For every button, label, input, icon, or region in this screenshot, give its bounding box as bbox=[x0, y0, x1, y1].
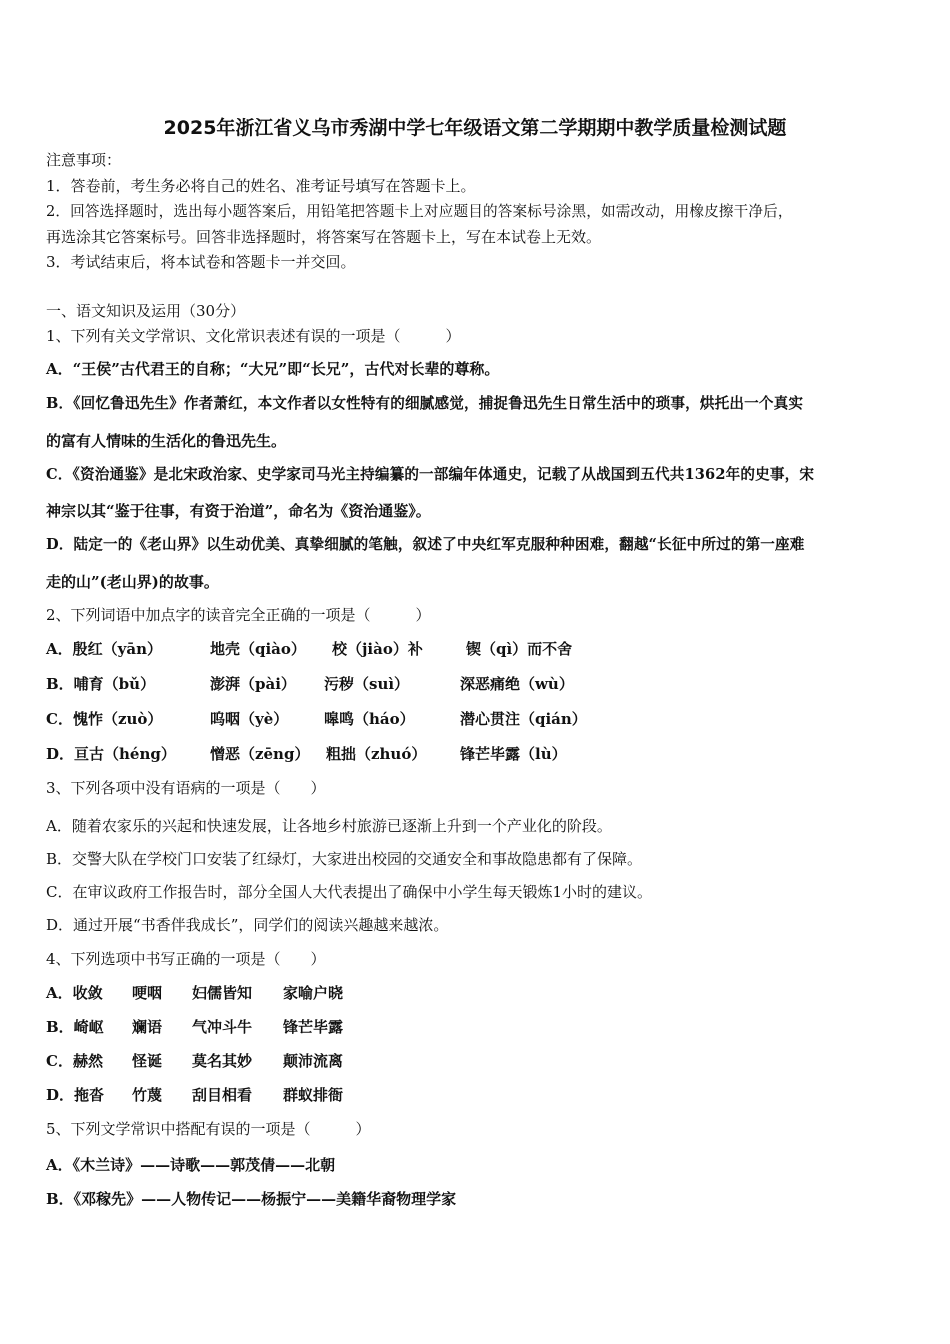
option-word: 颠沛流离 bbox=[283, 1052, 344, 1070]
notice-item: 2．回答选择题时，选出每小题答案后，用铅笔把答题卡上对应题目的答案标号涂黑，如需改动，用橡皮擦干净后， bbox=[46, 203, 793, 220]
option-word: 嗥鸣（háo） bbox=[324, 710, 415, 728]
option-word: 斓语 bbox=[132, 1018, 163, 1036]
option-word: B．哺育（bǔ） bbox=[46, 675, 156, 693]
option-word: 潜心贯注（qián） bbox=[460, 710, 587, 728]
section-heading: 一、语文知识及运用（30分） bbox=[46, 302, 246, 320]
question-1-option-b-cont: 的富有人情味的生活化的鲁迅先生。 bbox=[46, 432, 287, 450]
page-title: 2025年浙江省义乌市秀湖中学七年级语文第二学期期中教学质量检测试题 bbox=[163, 117, 787, 139]
option-word: C．愧怍（zuò） bbox=[46, 710, 163, 728]
question-1-option-b: B．《回忆鲁迅先生》作者萧红，本文作者以女性特有的细腻感觉，捕捉鲁迅先生日常生活中的琐事，烘托出一个真实 bbox=[46, 395, 804, 412]
question-5-stem: 5、下列文学常识中搭配有误的一项是（ ） bbox=[46, 1120, 371, 1138]
option-word: 竹蔑 bbox=[132, 1086, 163, 1104]
option-word: 锋芒毕露 bbox=[283, 1018, 344, 1036]
option-word: 妇儒皆知 bbox=[192, 984, 253, 1002]
option-word: 深恶痛绝（wù） bbox=[460, 675, 574, 693]
option-word: 气冲斗牛 bbox=[192, 1018, 253, 1036]
question-4-stem: 4、下列选项中书写正确的一项是（ ） bbox=[46, 950, 326, 968]
option-word: 污秽（suì） bbox=[324, 675, 410, 693]
option-word: B．崎岖 bbox=[46, 1018, 104, 1036]
option-word: 锋芒毕露（lù） bbox=[460, 745, 567, 763]
option-word: 地壳（qiào） bbox=[210, 640, 306, 658]
question-5-option-b: B．《邓稼先》——人物传记——杨振宁——美籍华裔物理学家 bbox=[46, 1190, 457, 1208]
notice-heading: 注意事项： bbox=[46, 151, 122, 169]
question-3-option-a: A．随着农家乐的兴起和快速发展，让各地乡村旅游已逐渐上升到一个产业化的阶段。 bbox=[46, 817, 612, 835]
option-word: D．拖沓 bbox=[46, 1086, 105, 1104]
option-word: 呜咽（yè） bbox=[210, 710, 289, 728]
option-word: 锲（qì）而不舍 bbox=[466, 640, 573, 658]
question-5-option-a: A．《木兰诗》——诗歌——郭茂倩——北朝 bbox=[46, 1156, 336, 1174]
question-1-option-a: A．“王侯”古代君王的自称；“大兄”即“长兄”，古代对长辈的尊称。 bbox=[46, 360, 500, 378]
option-word: C．赫然 bbox=[46, 1052, 103, 1070]
option-word: 憎恶（zēng） bbox=[210, 745, 310, 763]
question-2-stem: 2、下列词语中加点字的读音完全正确的一项是（ ） bbox=[46, 606, 431, 624]
question-3-option-d: D．通过开展“书香伴我成长”，同学们的阅读兴趣越来越浓。 bbox=[46, 916, 449, 934]
option-word: 澎湃（pài） bbox=[210, 675, 296, 693]
question-1-option-d: D．陆定一的《老山界》以生动优美、真挚细腻的笔触，叙述了中央红军克服种种困难，翻越“长征中所过的第一座难 bbox=[46, 536, 805, 553]
option-word: 刮目相看 bbox=[192, 1086, 253, 1104]
option-word: 家喻户晓 bbox=[283, 984, 344, 1002]
option-word: A．殷红（yān） bbox=[46, 640, 162, 658]
option-word: 哽咽 bbox=[132, 984, 163, 1002]
question-1-option-d-cont: 走的山”(老山界)的故事。 bbox=[46, 573, 219, 591]
option-word: 群蚁排衙 bbox=[283, 1086, 344, 1104]
notice-item: 1．答卷前，考生务必将自己的姓名、准考证号填写在答题卡上。 bbox=[46, 177, 476, 195]
question-1-option-c-cont: 神宗以其“鉴于往事，有资于治道”，命名为《资治通鉴》。 bbox=[46, 502, 431, 520]
option-word: A．收敛 bbox=[46, 984, 103, 1002]
option-word: D．亘古（héng） bbox=[46, 745, 176, 763]
notice-item: 3．考试结束后，将本试卷和答题卡一并交回。 bbox=[46, 253, 356, 271]
option-word: 怪诞 bbox=[132, 1052, 163, 1070]
notice-item: 再选涂其它答案标号。回答非选择题时，将答案写在答题卡上，写在本试卷上无效。 bbox=[46, 228, 602, 246]
option-word: 莫名其妙 bbox=[192, 1052, 253, 1070]
question-1-stem: 1、下列有关文学常识、文化常识表述有误的一项是（ ） bbox=[46, 327, 461, 345]
question-1-option-c: C．《资治通鉴》是北宋政治家、史学家司马光主持编纂的一部编年体通史，记载了从战国到五代共1362年的史事，宋 bbox=[46, 466, 815, 483]
option-word: 校（jiào）补 bbox=[332, 640, 423, 658]
question-3-stem: 3、下列各项中没有语病的一项是（ ） bbox=[46, 779, 326, 797]
option-word: 粗拙（zhuó） bbox=[326, 745, 427, 763]
question-3-option-c: C．在审议政府工作报告时，部分全国人大代表提出了确保中小学生每天锻炼1小时的建议。 bbox=[46, 883, 653, 901]
question-3-option-b: B．交警大队在学校门口安装了红绿灯，大家进出校园的交通安全和事故隐患都有了保障。 bbox=[46, 850, 643, 868]
